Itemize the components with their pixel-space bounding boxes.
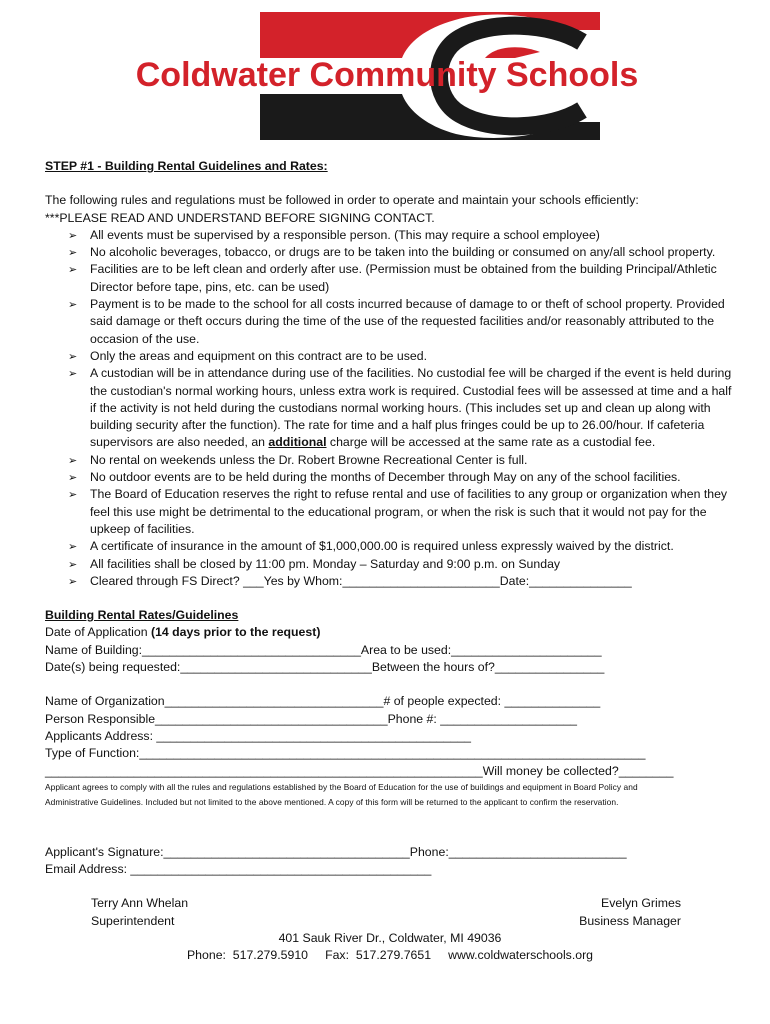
date-of-application-row [45, 624, 735, 641]
rule-item: ➢ No outdoor events are to be held during the months of December through May on any of the school facilities. [90, 469, 735, 486]
intro-warning: ***PLEASE READ AND UNDERSTAND BEFORE SIGNING CONTACT. [45, 210, 435, 225]
business-manager-title: Business Manager [579, 913, 681, 928]
superintendent-title: Superintendent [91, 913, 175, 928]
email-address-field[interactable]: Email Address: ____________________________________________ [45, 862, 432, 877]
rule-text: charge will be accessed at the same rate as a custodial fee. [326, 435, 656, 450]
date-of-application-label: Date of Application [45, 625, 151, 640]
school-contact: Phone: 517.279.5910 Fax: 517.279.7651 www.coldwaterschools.org [186, 948, 594, 963]
document-body [45, 158, 735, 965]
building-field[interactable]: Name of Building:________________________________Area to be used:______________________ [45, 642, 602, 657]
rule-item: ➢ No rental on weekends unless the Dr. Robert Browne Recreational Center is full. [90, 452, 735, 469]
rule-item: ➢ The Board of Education reserves the right to refuse rental and use of facilities to any group or organization when they feel this use might be detrimental to the educational program, or when the risk is such that it would not pay for the upkeep of facilities. [90, 486, 735, 538]
fine-print: Applicant agrees to comply with all the rules and regulations established by the Board of Education for the use of buildings and equipment in Board Policy and [45, 781, 638, 792]
rule-item: ➢ Payment is to be made to the school for all costs incurred because of damage to or theft of school property. Provided said damage or theft occurs during the time of the use of the requested facilities and/or reasonably attributed to the occasion of the use. [90, 296, 735, 348]
dates-field[interactable]: Date(s) being requested:____________________________Between the hours of?________________ [45, 660, 605, 675]
rule-item: ➢ Facilities are to be left clean and orderly after use. (Permission must be obtained from the building Principal/Athletic Director before tape, pins, etc. can be used) [90, 261, 735, 296]
rule-item: ➢ All facilities shall be closed by 11:00 pm. Monday – Saturday and 9:00 p.m. on Sunday [90, 556, 735, 573]
date-of-application-note: (14 days prior to the request) [150, 625, 321, 640]
rule-item: ➢ No alcoholic beverages, tobacco, or drugs are to be taken into the building or consumed on any/all school property. [90, 244, 735, 261]
intro-text: The following rules and regulations must be followed in order to operate and maintain your schools efficiently: [45, 193, 639, 208]
superintendent-block [91, 895, 188, 930]
type-of-function-field[interactable]: Type of Function:__________________________________________________________________________ [45, 746, 646, 761]
rule-emphasis: additional [268, 435, 327, 450]
rule-text: A custodian will be in attendance during use of the facilities. No custodial fee will be charged if the event is held during the custodian's normal working hours, unless extra work is required. Custodial fees will be assessed at time and a half if the activity is not held during the custodians normal working hours. (This includes set up and clean up along with building security after the function). The rate for time and a half plus fringes could be up to 26.00/hour. If cafeteria supervisors are also needed, an [90, 366, 732, 450]
coldwater-logo [110, 8, 660, 142]
superintendent-name: Terry Ann Whelan [91, 896, 189, 911]
applicant-signature-field[interactable]: Applicant's Signature:____________________________________Phone:__________________________ [45, 844, 627, 859]
fine-print: Administrative Guidelines. Included but not limited to the above mentioned. A copy of this form will be returned to the applicant to confirm the reservation. [45, 796, 619, 807]
rules-list [45, 227, 735, 590]
step-title: STEP #1 - Building Rental Guidelines and Rates: [45, 159, 328, 173]
applicant-address-field[interactable]: Applicants Address: ______________________________________________ [45, 728, 472, 743]
person-responsible-field[interactable]: Person Responsible__________________________________Phone #: ____________________ [45, 711, 578, 726]
business-manager-name: Evelyn Grimes [601, 896, 681, 911]
signatories [45, 895, 735, 930]
rule-item: ➢ All events must be supervised by a responsible person. (This may require a school employee) [90, 227, 735, 244]
rule-item [90, 365, 735, 451]
school-address: 401 Sauk River Dr., Coldwater, MI 49036 [278, 930, 502, 945]
rental-rates-heading: Building Rental Rates/Guidelines [45, 608, 239, 623]
business-manager-block [579, 895, 681, 930]
rule-item[interactable]: ➢ Cleared through FS Direct? ___Yes by Whom:_______________________Date:_______________ [90, 573, 735, 590]
logo-text: Coldwater Community Schools [135, 56, 639, 94]
rule-item: ➢ Only the areas and equipment on this contract are to be used. [90, 348, 735, 365]
money-collected-field[interactable]: ________________________________________________________________Will money be collected?________ [45, 763, 674, 778]
organization-field[interactable]: Name of Organization________________________________# of people expected: ______________ [45, 694, 601, 709]
rule-item: ➢ A certificate of insurance in the amount of $1,000,000.00 is required unless expressly waived by the district. [90, 538, 735, 555]
